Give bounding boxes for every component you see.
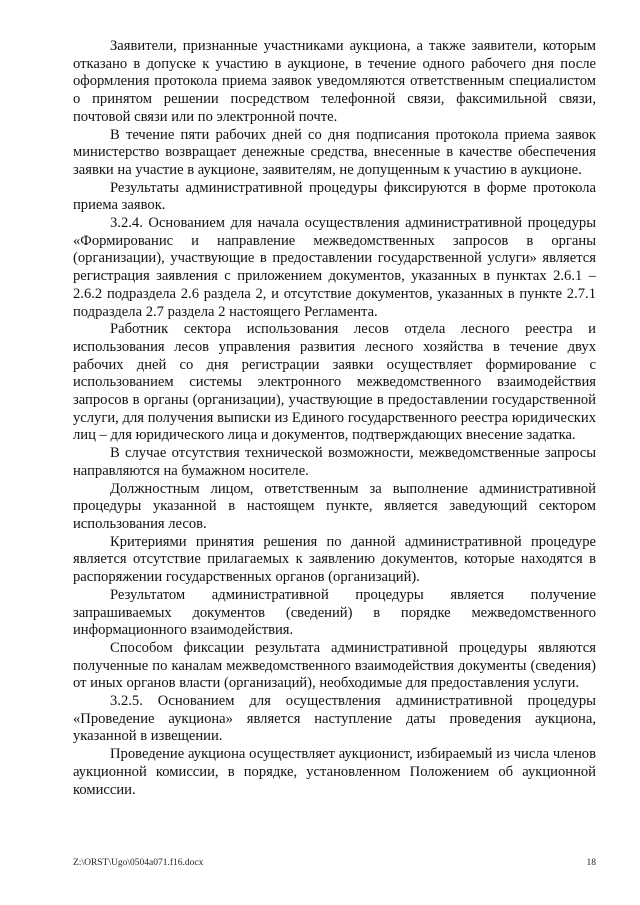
page-number: 18 — [586, 858, 596, 868]
paragraph-11: 3.2.5. Основанием для осуществления административной процедуры «Проведение аукциона» является наступление даты проведения аукциона, указанной в извещении. — [73, 693, 596, 745]
paragraph-10: Способом фиксации результата административной процедуры являются полученные по каналам межведомственного взаимодействия документы (сведения) от иных органов власти (организаций), необходимые для предоставления услуги. — [73, 639, 596, 692]
paragraph-5: Работник сектора использования лесов отдела лесного реестра и использования лесов управления развития лесного хозяйства в течение двух рабочих дней со дня регистрации заявки осуществляет формирование с использованием системы электронного межведомственного взаимодействия запросов в органы (организации), участвующие в предоставлении государственной услуги, для получения выписки из Единого государственного реестра юридических лиц – для юридического лица и документов, подтверждающих внесение задатка. — [73, 321, 596, 444]
paragraph-6: В случае отсутствия технической возможности, межведомственные запросы направляются на бумажном носителе. — [73, 445, 596, 479]
paragraph-4: 3.2.4. Основанием для начала осуществления административной процедуры «Формированис и направление межведомственных запросов в органы (организации), участвующие в предоставлении государственной услуги» является регистрация заявления с приложением документов, указанных в пунктах 2.6.1 – 2.6.2 подраздела 2.6 раздела 2, и отсутствие документов, указанных в пункте 2.7.1 подраздела 2.7 раздела 2 настоящего Регламента. — [73, 215, 596, 320]
paragraph-1: Заявители, признанные участниками аукциона, а также заявители, которым отказано в допуске к участию в аукционе, в течение одного рабочего дня после оформления протокола приема заявок уведомляются ответственным специалистом о принятом решении посредством телефонной связи, факсимильной связи, почтовой связи или по электронной почте. — [73, 38, 596, 125]
paragraph-9: Результатом административной процедуры является получение запрашиваемых документов (сведений) в порядке межведомственного информационного взаимодействия. — [73, 586, 596, 639]
paragraph-3: Результаты административной процедуры фиксируются в форме протокола приема заявок. — [73, 179, 596, 214]
paragraph-7: Должностным лицом, ответственным за выполнение административной процедуры указанной в настоящем пункте, является заведующий сектором использования лесов. — [73, 480, 596, 532]
document-body — [73, 38, 596, 799]
footer-file-path: Z:\ORST\Ugo\0504a071.f16.docx — [73, 858, 204, 868]
paragraph-2: В течение пяти рабочих дней со дня подписания протокола приема заявок министерство возвращает денежные средства, внесенные в качестве обеспечения заявки на участие в аукционе, заявителям, не допущенным к участию в аукционе. — [73, 126, 596, 178]
paragraph-12: Проведение аукциона осуществляет аукционист, избираемый из числа членов аукционной комиссии, в порядке, установленном Положением об аукционной комиссии. — [73, 746, 596, 798]
paragraph-8: Критериями принятия решения по данной административной процедуре является отсутствие прилагаемых к заявлению документов, которые находятся в распоряжении государственных органов (организаций). — [73, 533, 596, 586]
